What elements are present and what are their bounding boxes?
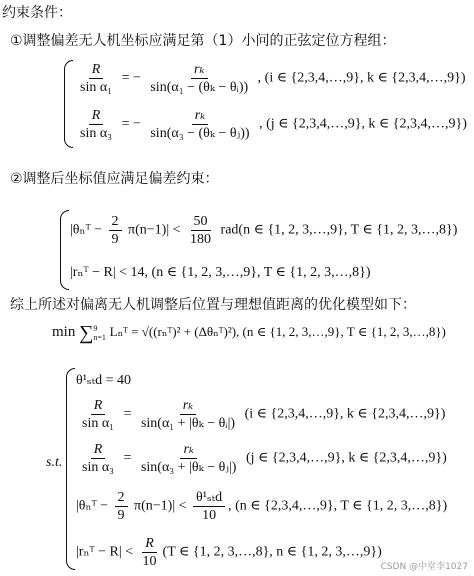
s5-frac-num: R (142, 536, 157, 553)
sum-upper: 9 (93, 323, 98, 333)
eq1-rhs-den: sin(α₁ − (θₖ − θᵢ)) (150, 80, 249, 95)
s4-frac1-den: 9 (117, 508, 125, 523)
subject-to-label: s.t. (46, 455, 63, 470)
s3-rhs-num: rₖ (180, 442, 197, 459)
sum-lower: n=1 (93, 332, 106, 342)
eq2-lhs-num: R (89, 108, 104, 125)
eq2-rhs-num: rₖ (192, 108, 209, 125)
constraint2-row: |rₙᵀ − R| < 14, (n ∈ {1, 2, 3,…,9}, T ∈ {1, 2, 3,…,8}) (70, 265, 371, 280)
eq2-condition: , (j ∈ {2,3,4,…,9}, k ∈ {2,3,4,…,9}) (259, 116, 467, 132)
eq1-lhs-den: sin α₁ (80, 80, 113, 95)
brace-st (66, 368, 75, 570)
st-row2: $\frac{R}{\text{sin α₁}}$ = $\frac{\text{rₖ}}{\text{sin(α₁ + |θₖ − θᵢ|)}}$ (i ∈ {2,3,4,…,9}, k ∈ {2,3,4,…,9}) (76, 398, 445, 431)
s3-lhs-den: sin α₃ (82, 460, 115, 475)
s4-mid: π(n−1)| < (130, 498, 191, 514)
st-row4 (76, 490, 447, 523)
s3-condition: (j ∈ {2,3,4,…,9}, k ∈ {2,3,4,…,9}) (245, 450, 447, 466)
brace-system1 (64, 60, 73, 148)
s4-lhs: |θₙᵀ − (76, 498, 112, 514)
st-row5 (76, 536, 382, 569)
c1-frac2-den: 180 (190, 232, 212, 247)
eq2-lhs-den: sin α₃ (80, 126, 113, 141)
item2-text: ②调整后坐标值应满足偏差约束： (10, 171, 219, 187)
eq2-rhs-den: sin(α₃ − (θₖ − θⱼ)) (150, 126, 250, 141)
s2-rhs-num: rₖ (180, 398, 197, 415)
s2-condition: (i ∈ {2,3,4,…,9}, k ∈ {2,3,4,…,9}) (244, 406, 446, 422)
s4-frac2-num: θ¹ₛₜd (193, 490, 225, 507)
c1-frac1-num: 2 (109, 214, 122, 231)
s5-lhs: |rₙᵀ − R| < (76, 544, 137, 560)
item1-text: ①调整偏差无人机坐标应满足第（1）小问的正弦定位方程组： (10, 33, 396, 49)
eq1-rhs-num: rₖ (191, 62, 208, 79)
eq1-lhs-num: R (89, 62, 104, 79)
eq1-row: $\frac{R}{\text{sin α₁}}$ = − $\frac{\text{rₖ}}{\text{sin(α₁ − (θₖ − θᵢ))}}$ , (i ∈ {2,3,4,…,9}, k ∈ {2,3,4,…,9}) (74, 62, 466, 95)
s5-frac-den: 10 (142, 554, 157, 569)
s5-condition: (T ∈ {1, 2, 3,…,8}, n ∈ {1, 2, 3,…,9}) (162, 544, 382, 560)
s4-condition: , (n ∈ {2,3,4,…,9}, T ∈ {1, 2, 3,…,8}) (228, 498, 448, 514)
constraint1-row (70, 214, 457, 247)
s3-rhs-den: sin(α₃ + |θₖ − θⱼ|) (140, 460, 237, 475)
eq1-condition: , (i ∈ {2,3,4,…,9}, k ∈ {2,3,4,…,9}) (257, 70, 466, 86)
summary-text: 综上所述对偏离无人机调整后位置与理想值距离的优化模型如下： (10, 297, 416, 313)
objective-body: Lₙᵀ = √((rₙᵀ)² + (Δθₙᵀ)²), (n ∈ {1, 2, 3,…,9}, T ∈ {1, 2, 3,…,8}) (109, 324, 446, 339)
sum-sign: ∑ (79, 322, 94, 344)
objective-min: min (52, 324, 76, 340)
csdn-watermark: CSDN @中堂李1027 (380, 562, 468, 572)
st-row1: θ¹ₛₜd = 40 (76, 373, 131, 388)
s4-frac2-den: 10 (202, 508, 217, 523)
c1-condition: rad(n ∈ {1, 2, 3,…,9}, T ∈ {1, 2, 3,…,8}) (217, 222, 458, 238)
objective-row (52, 322, 446, 345)
brace-system2 (60, 210, 69, 290)
s4-frac1-num: 2 (115, 490, 128, 507)
c1-lhs: |θₙᵀ − (70, 222, 106, 238)
eq2-row: $\frac{R}{\text{sin α₃}}$ = − $\frac{\text{rₖ}}{\text{sin(α₃ − (θₖ − θⱼ))}}$ , (j ∈ {2,3,4,…,9}, k ∈ {2,3,4,…,9}) (74, 108, 467, 141)
s2-lhs-den: sin α₁ (82, 416, 115, 431)
s2-rhs-den: sin(α₁ + |θₖ − θᵢ|) (140, 416, 236, 431)
c1-frac2-num: 50 (191, 214, 211, 231)
s3-lhs-num: R (91, 442, 106, 459)
c1-frac1-den: 9 (111, 232, 119, 247)
st-row3: $\frac{R}{\text{sin α₃}}$ = $\frac{\text{rₖ}}{\text{sin(α₃ + |θₖ − θⱼ|)}}$ (j ∈ {2,3,4,…,9}, k ∈ {2,3,4,…,9}) (76, 442, 447, 475)
constraints-heading: 约束条件： (2, 5, 72, 21)
s2-lhs-num: R (91, 398, 106, 415)
c1-mid: π(n−1)| < (124, 222, 185, 238)
